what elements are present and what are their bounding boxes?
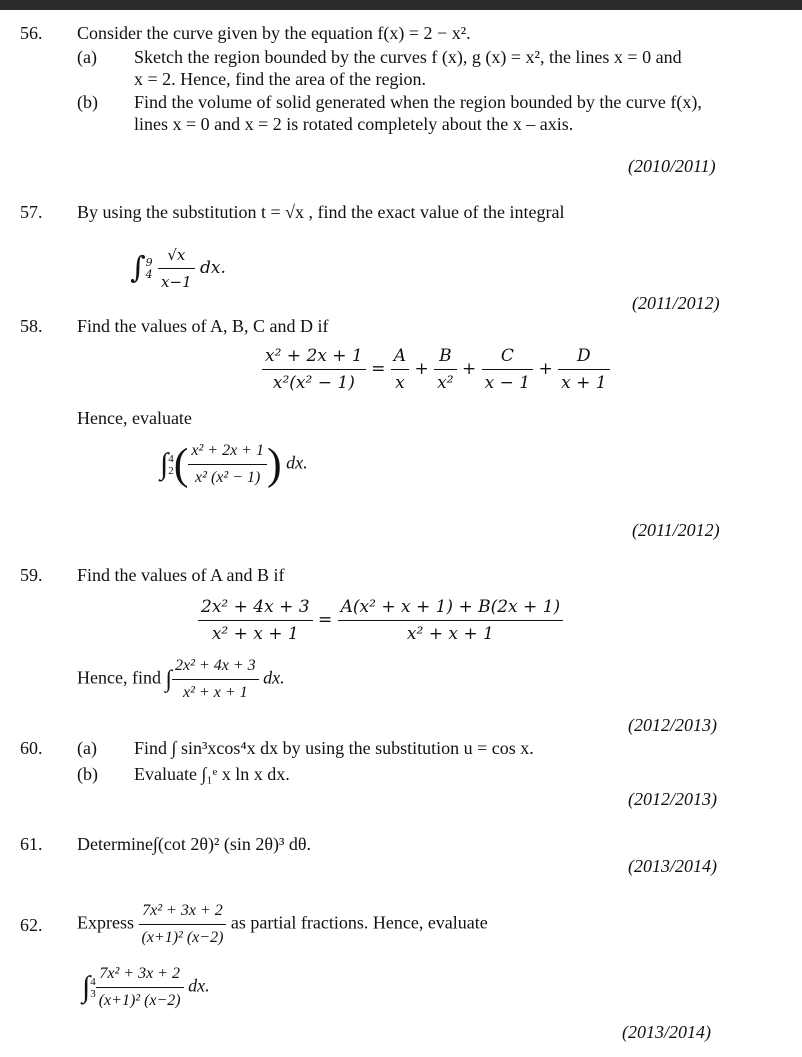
plus-sign: + (461, 359, 477, 379)
fraction-denominator: x² + x + 1 (183, 684, 248, 701)
part-text: lines x = 0 and x = 2 is rotated completely about the x – axis. (134, 114, 574, 134)
fraction-numerator: x² + 2x + 1 (188, 440, 267, 465)
left-paren: ( (173, 439, 189, 489)
question-number: 60. (20, 738, 43, 758)
equals-sign: = (317, 610, 333, 630)
part-text: Sketch the region bounded by the curves f (x), g (x) = x², the lines x = 0 and (134, 47, 682, 67)
question-text: Find the values of A and B if (77, 565, 285, 585)
hence-find (77, 655, 285, 704)
question-number: 58. (20, 316, 43, 336)
fraction-numerator: 7x² + 3x + 2 (139, 900, 227, 925)
fraction-denominator: (x+1)² (x−2) (141, 929, 224, 946)
part-label: (b) (77, 92, 98, 112)
question-text: Consider the curve given by the equation f(x) = 2 − x². (77, 23, 471, 43)
fraction-denominator: x−1 (161, 273, 192, 291)
differential: dx. (286, 452, 308, 473)
year-tag: (2011/2012) (632, 293, 720, 313)
fraction-numerator: √x (158, 244, 195, 269)
fraction-numerator: 7x² + 3x + 2 (96, 963, 184, 988)
express-line (77, 900, 488, 949)
integral-expression (82, 963, 210, 1012)
year-tag: (2010/2011) (628, 156, 716, 176)
question-number: 61. (20, 834, 43, 854)
fraction-numerator: x² + 2x + 1 (262, 345, 366, 370)
hence-text: Hence, evaluate (77, 408, 192, 428)
lower-limit: 4 (145, 267, 153, 281)
upper-limit: 4 (168, 452, 174, 465)
fraction-denominator: (x+1)² (x−2) (98, 992, 181, 1009)
integral-expression (130, 244, 226, 293)
part-text: x = 2. Hence, find the area of the region. (134, 69, 427, 89)
fraction-denominator: x² + x + 1 (406, 624, 494, 644)
fraction-numerator: A (391, 345, 409, 370)
fraction-denominator: x + 1 (561, 373, 607, 393)
integral-sign: ∫ (130, 250, 146, 286)
right-paren: ) (266, 439, 282, 489)
fraction-numerator: A(x² + x + 1) + B(2x + 1) (338, 596, 564, 621)
instruction-text: as partial fractions. Hence, evaluate (230, 912, 488, 933)
year-tag: (2012/2013) (628, 789, 717, 809)
fraction-denominator: x²(x² − 1) (272, 373, 355, 393)
fraction-numerator: C (482, 345, 533, 370)
integral-expression (160, 440, 308, 489)
top-bar (0, 0, 802, 10)
question-number: 56. (20, 23, 43, 43)
equals-sign: = (371, 359, 386, 379)
lower-limit: 2 (168, 464, 174, 477)
fraction-denominator: x (395, 373, 405, 393)
integral-sign: ∫ (165, 666, 173, 693)
integral-sign: ∫ (82, 970, 91, 1004)
year-tag: (2011/2012) (632, 520, 720, 540)
fraction-numerator: 2x² + 4x + 3 (172, 655, 259, 680)
fraction-numerator: B (434, 345, 456, 370)
partial-fraction-equation (262, 345, 610, 394)
part-text: Find ∫ sin³xcos⁴x dx by using the substitution u = cos x. (134, 738, 534, 758)
plus-sign: + (538, 359, 553, 379)
fraction-numerator: 2x² + 4x + 3 (198, 596, 313, 621)
year-tag: (2012/2013) (628, 715, 717, 735)
question-number: 57. (20, 202, 43, 222)
upper-limit: 9 (145, 255, 153, 269)
part-label: (a) (77, 738, 97, 758)
integral-sign: ∫ (160, 447, 169, 481)
part-text: Find the volume of solid generated when the region bounded by the curve f(x), (134, 92, 702, 112)
question-text: By using the substitution t = √x , find the exact value of the integral (77, 202, 565, 222)
year-tag: (2013/2014) (628, 856, 717, 876)
part-label: (b) (77, 764, 98, 784)
upper-limit: 4 (90, 975, 96, 988)
fraction-denominator: x² (437, 373, 454, 393)
plus-sign: + (414, 359, 429, 379)
differential: dx. (263, 667, 285, 688)
hence-text: Hence, find (77, 667, 161, 688)
question-text: Find the values of A, B, C and D if (77, 316, 329, 336)
differential: dx. (200, 258, 226, 278)
differential: dx. (188, 975, 210, 996)
lower-limit: 3 (90, 987, 96, 1000)
part-text: Evaluate ∫₁ᵉ x ln x dx. (134, 764, 290, 784)
question-number: 59. (20, 565, 43, 585)
fraction-denominator: x² + x + 1 (211, 624, 299, 644)
question-text: Determine∫(cot 2θ)² (sin 2θ)³ dθ. (77, 834, 312, 854)
fraction-denominator: x − 1 (484, 373, 531, 393)
express-text: Express (77, 912, 134, 933)
fraction-numerator: D (558, 345, 609, 370)
year-tag: (2013/2014) (622, 1022, 711, 1042)
question-number: 62. (20, 915, 43, 935)
identity-equation (198, 596, 563, 645)
fraction-denominator: x² (x² − 1) (195, 469, 261, 486)
part-label: (a) (77, 47, 97, 67)
